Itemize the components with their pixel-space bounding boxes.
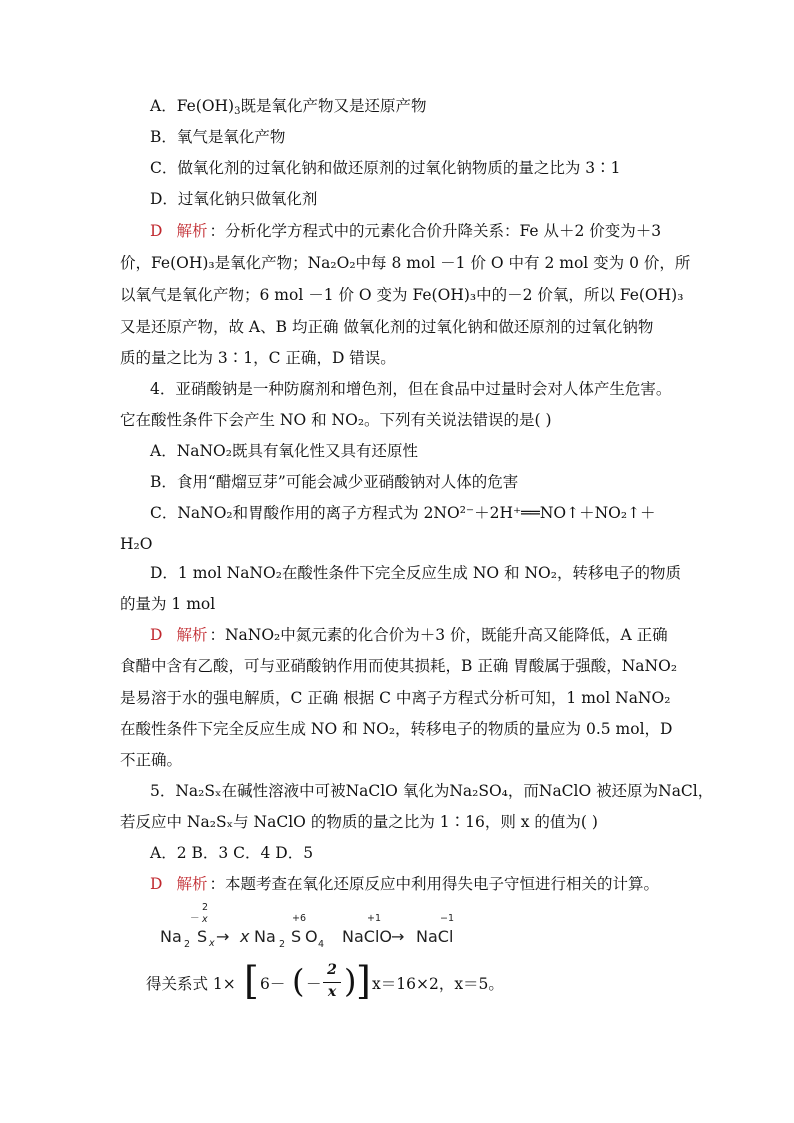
- q4-analysis-label: 解析: [176, 626, 208, 644]
- q3-option-a: A．$Fe(OH)_3$既是氧化产物又是还原产物: [150, 97, 427, 117]
- q4-option-c-line-2: H₂O: [120, 535, 153, 553]
- q4-stem-line-2: 它在酸性条件下会产生 NO 和 NO₂。下列有关说法错误的是( ): [120, 411, 552, 429]
- oxidation-equation: Na 2 S x － 2 x → x Na 2 S +6 O 4 NaClO +1 → NaCl −1: [160, 902, 455, 950]
- q4-stem-line-1: 4．亚硝酸钠是一种防腐剂和增色剂，但在食品中过量时会对人体产生危害。: [150, 380, 672, 398]
- q5-stem-line-1: 5．Na₂Sₓ在碱性溶液中可被NaClO 氧化为Na₂SO₄，而NaClO 被还原为NaCl，: [150, 782, 714, 800]
- q4-explanation-line-2: 食醋中含有乙酸，可与亚硝酸钠作用而使其损耗，B 正确 胃酸属于强酸，NaNO₂: [120, 657, 678, 675]
- q5-analysis-label: 解析: [176, 875, 208, 893]
- q3-explanation-line-1: D 解析 ：分析化学方程式中的元素化合价升降关系：Fe 从＋2 价变为＋3: [150, 222, 662, 240]
- q4-explanation-line-3: 是易溶于水的强电解质，C 正确 根据 C 中离子方程式分析可知，1 mol NaNO₂: [120, 689, 671, 707]
- q3-answer: D: [150, 222, 163, 240]
- q5-explanation-line-1: D 解析 ：本题考查在氧化还原反应中利用得失电子守恒进行相关的计算。: [150, 875, 659, 893]
- q4-option-d-line-2: 的量为 1 mol: [120, 595, 216, 613]
- q5-options: A．2 B．3 C．4 D．5: [150, 844, 314, 862]
- q3-analysis-label: 解析: [176, 222, 208, 240]
- q3-explanation-line-4: 又是还原产物，故 A、B 均正确 做氧化剂的过氧化钠和做还原剂的过氧化钠物: [120, 318, 654, 336]
- q3-explanation-line-2: 价，Fe(OH)₃是氧化产物；Na₂O₂中每 8 mol －1 价 O 中有 2 mol 变为 0 价，所: [120, 254, 691, 272]
- q3-explanation-line-3: 以氧气是氧化产物；6 mol －1 价 O 变为 Fe(OH)₃中的－2 价氧，所以 Fe(OH)₃: [120, 286, 684, 304]
- q4-option-a: A．NaNO₂既具有氧化性又具有还原性: [150, 442, 418, 460]
- q4-explanation-line-5: 不正确。: [120, 751, 183, 769]
- q3-option-b: B．氧气是氧化产物: [150, 128, 286, 146]
- q4-explanation-line-1: D 解析 ：NaNO₂中氮元素的化合价为＋3 价，既能升高又能降低，A 正确: [150, 626, 668, 644]
- q4-option-d-line-1: D．1 mol NaNO₂在酸性条件下完全反应生成 NO 和 NO₂，转移电子的物质: [150, 564, 681, 582]
- q4-option-c-line-1: C．NaNO₂和胃酸作用的离子方程式为 2NO²⁻＋2H⁺══NO↑＋NO₂↑＋: [150, 504, 656, 522]
- q3-option-d: D．过氧化钠只做氧化剂: [150, 190, 318, 208]
- q3-option-c: C．做氧化剂的过氧化钠和做还原剂的过氧化钠物质的量之比为 3∶1: [150, 159, 621, 177]
- q5-stem-line-2: 若反应中 Na₂Sₓ与 NaClO 的物质的量之比为 1∶16，则 x 的值为( ): [120, 813, 598, 831]
- q5-answer: D: [150, 875, 163, 893]
- q3-explanation-line-5: 质的量之比为 3∶1，C 正确，D 错误。: [120, 349, 396, 367]
- q4-answer: D: [150, 626, 163, 644]
- q4-explanation-line-4: 在酸性条件下完全反应生成 NO 和 NO₂，转移电子的物质的量应为 0.5 mol，D: [120, 720, 673, 738]
- q4-option-b: B．食用“醋熘豆芽”可能会减少亚硝酸钠对人体的危害: [150, 473, 519, 491]
